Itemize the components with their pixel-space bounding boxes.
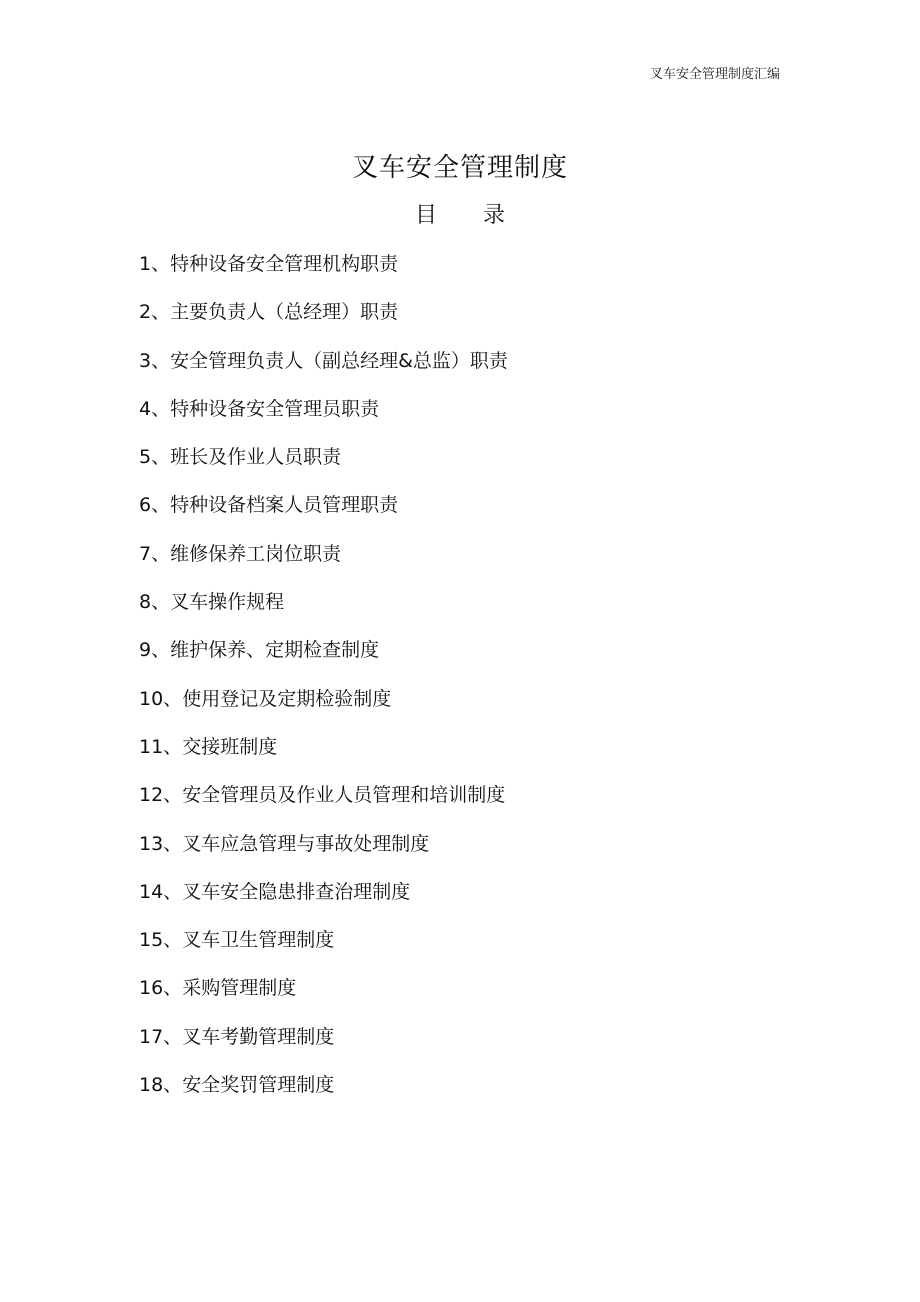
toc-item-text: 安全奖罚管理制度: [182, 1074, 335, 1097]
toc-item-number: 10、: [139, 687, 183, 710]
toc-item-text: 叉车卫生管理制度: [182, 929, 335, 952]
toc-item-number: 16、: [139, 977, 183, 1000]
toc-item-number: 18、: [139, 1074, 183, 1097]
toc-item-text: 叉车考勤管理制度: [182, 1025, 335, 1048]
toc-item[interactable]: [139, 439, 508, 487]
toc-item-text: 班长及作业人员职责: [170, 446, 342, 469]
toc-item[interactable]: [139, 729, 508, 777]
toc-item-number: 14、: [139, 880, 183, 903]
toc-item-number: 3、: [139, 349, 171, 372]
toc-item[interactable]: [139, 922, 508, 970]
document-title: 叉车安全管理制度: [351, 153, 568, 183]
toc-item-text: 采购管理制度: [182, 977, 297, 1000]
toc-item-number: 7、: [139, 542, 171, 565]
toc-item-number: 6、: [139, 494, 171, 517]
toc-item-text: 叉车应急管理与事故处理制度: [182, 832, 430, 855]
table-of-contents: [139, 246, 508, 1115]
toc-item-text: 特种设备档案人员管理职责: [170, 494, 399, 517]
toc-item[interactable]: [139, 777, 508, 825]
toc-item[interactable]: [139, 632, 508, 680]
toc-item[interactable]: [139, 391, 508, 439]
toc-item-number: 4、: [139, 397, 171, 420]
toc-item-number: 5、: [139, 446, 171, 469]
toc-item[interactable]: [139, 536, 508, 584]
toc-item-text: 主要负责人（总经理）职责: [170, 301, 399, 324]
toc-item[interactable]: [139, 970, 508, 1018]
toc-item-text: 叉车安全隐患排查治理制度: [182, 880, 411, 903]
toc-item[interactable]: [139, 874, 508, 922]
toc-item-text: 使用登记及定期检验制度: [182, 687, 392, 710]
toc-item[interactable]: [139, 1019, 508, 1067]
toc-item[interactable]: [139, 343, 508, 391]
toc-item[interactable]: [139, 681, 508, 729]
toc-item[interactable]: [139, 246, 508, 294]
toc-item-number: 9、: [139, 639, 171, 662]
toc-item-text: 特种设备安全管理机构职责: [170, 253, 399, 275]
toc-item-text: 维护保养、定期检查制度: [170, 639, 380, 662]
running-header: 叉车安全管理制度汇编: [649, 67, 780, 82]
toc-item-text: 安全管理员及作业人员管理和培训制度: [182, 784, 506, 807]
toc-item-number: 11、: [139, 735, 183, 758]
toc-item-text: 交接班制度: [182, 735, 278, 758]
toc-item-number: 8、: [139, 591, 171, 614]
toc-item[interactable]: [139, 487, 508, 535]
toc-item-text: 特种设备安全管理员职责: [170, 397, 380, 420]
toc-item[interactable]: [139, 1067, 508, 1115]
toc-heading: 目录: [414, 203, 551, 228]
toc-item[interactable]: [139, 294, 508, 342]
toc-item-text: 叉车操作规程: [170, 591, 285, 614]
toc-item-number: 12、: [139, 784, 183, 807]
toc-item[interactable]: [139, 584, 508, 632]
toc-item-text: 维修保养工岗位职责: [170, 542, 342, 565]
toc-item-number: 2、: [139, 301, 171, 324]
toc-item-number: 13、: [139, 832, 183, 855]
toc-item-number: 15、: [139, 929, 183, 952]
toc-item-text: 安全管理负责人（副总经理&总监）职责: [170, 349, 508, 372]
toc-item-number: 17、: [139, 1025, 183, 1048]
toc-item-number: 1、: [139, 253, 171, 275]
toc-item[interactable]: [139, 826, 508, 874]
